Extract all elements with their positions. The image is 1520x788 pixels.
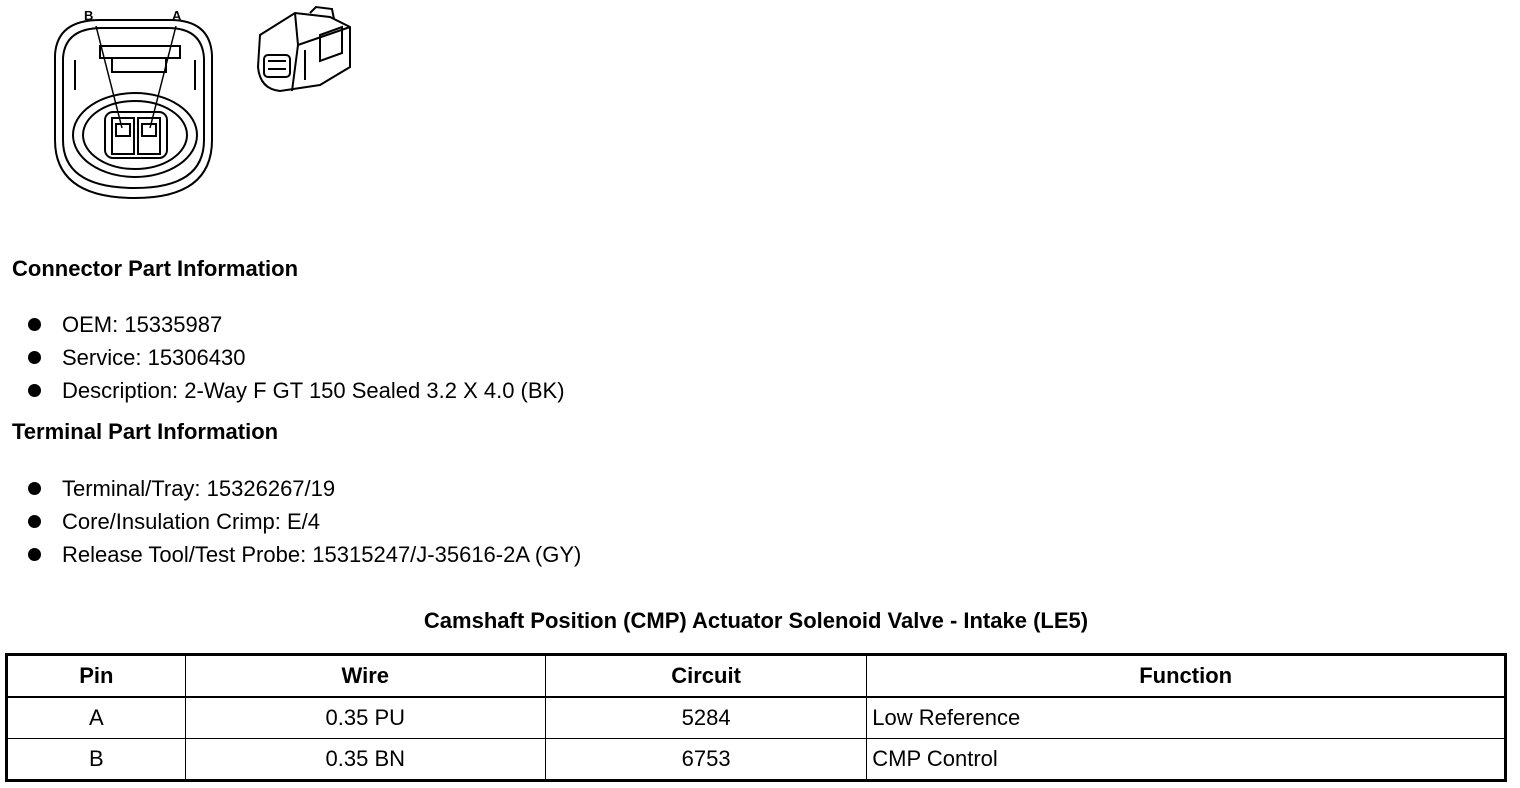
cell-circuit: 6753 [545,739,866,781]
list-item-text: Terminal/Tray: 15326267/19 [62,476,336,501]
cell-pin: A [7,697,186,739]
connector-diagram [0,0,380,220]
connector-info-heading: Connector Part Information [12,256,299,281]
pin-label-b: B [84,8,94,23]
cell-wire: 0.35 BN [185,739,545,781]
column-header-circuit: Circuit [545,655,866,698]
bullet-icon [28,548,41,561]
table-row [7,739,1506,781]
bullet-icon [28,482,41,495]
bullet-icon [28,515,41,528]
column-header-function: Function [867,655,1506,698]
list-item-text: Core/Insulation Crimp: E/4 [62,509,320,534]
column-header-wire: Wire [185,655,545,698]
cell-function: CMP Control [867,739,1506,781]
cell-wire: 0.35 PU [185,697,545,739]
list-item-text: Release Tool/Test Probe: 15315247/J-35616-2A (GY) [62,542,582,567]
terminal-info-heading: Terminal Part Information [12,419,279,444]
list-item [28,472,581,505]
list-item-text: Service: 15306430 [62,345,246,370]
connector-info-list [28,308,565,407]
table-header-row [7,655,1506,698]
column-header-pin: Pin [7,655,186,698]
cell-pin: B [7,739,186,781]
list-item [28,308,565,341]
list-item [28,505,581,538]
table-row [7,697,1506,739]
bullet-icon [28,384,41,397]
cell-function: Low Reference [867,697,1506,739]
cell-circuit: 5284 [545,697,866,739]
bullet-icon [28,351,41,364]
pin-label-a: A [172,8,182,23]
list-item [28,341,565,374]
pin-table [5,653,1507,782]
list-item [28,538,581,571]
list-item [28,374,565,407]
bullet-icon [28,318,41,331]
table-title: Camshaft Position (CMP) Actuator Solenoid Valve - Intake (LE5) [423,608,1089,633]
list-item-text: OEM: 15335987 [62,312,223,337]
list-item-text: Description: 2-Way F GT 150 Sealed 3.2 X 4.0 (BK) [62,378,565,403]
terminal-info-list [28,472,581,571]
connector-3d-icon [250,5,360,100]
connector-face-icon [0,0,240,210]
